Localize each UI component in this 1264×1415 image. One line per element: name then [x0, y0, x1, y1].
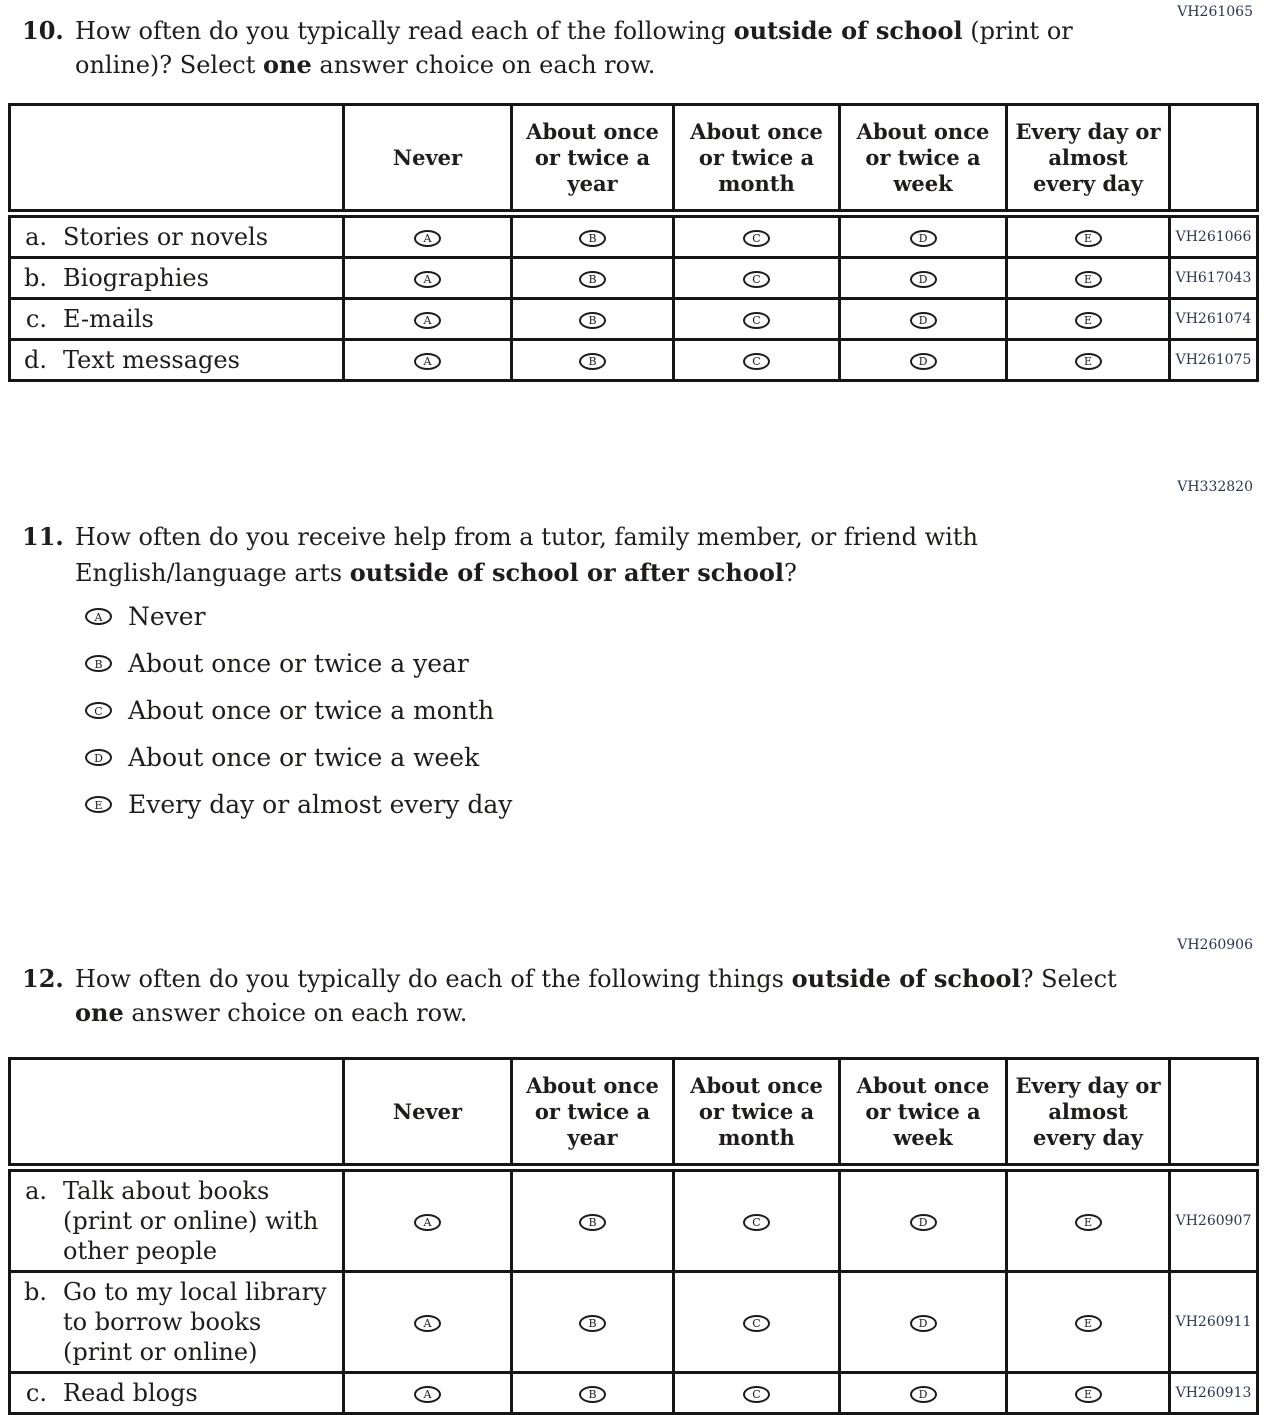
answer-bubble-e[interactable]: E: [1075, 312, 1102, 329]
row-letter: d.: [24, 346, 47, 374]
row-letter: a.: [25, 1177, 47, 1205]
answer-bubble-b[interactable]: B: [579, 1315, 606, 1332]
answer-bubble-d[interactable]: D: [910, 1315, 937, 1332]
q11-option-year[interactable]: [85, 651, 512, 676]
answer-bubble-d[interactable]: D: [910, 1386, 937, 1403]
q10-row-text-messages: [10, 340, 1258, 381]
question-10: [22, 14, 1120, 82]
answer-bubble-b[interactable]: B: [579, 353, 606, 370]
answer-bubble-b[interactable]: B: [579, 230, 606, 247]
row-item-code: VH261074: [1170, 299, 1258, 340]
q10-item-code: VH261065: [1177, 4, 1253, 20]
q10-text-part: How often do you typically read each of the following: [75, 17, 734, 45]
row-item-code: VH261066: [1170, 214, 1258, 258]
option-label: About once or twice a month: [128, 696, 495, 725]
row-label: Talk about books (print or online) with other people: [63, 1177, 319, 1265]
q11-option-week[interactable]: [85, 745, 512, 770]
q12-corner-cell: [10, 1059, 344, 1168]
q10-header-row: [10, 105, 1258, 214]
row-item-code: VH260907: [1170, 1168, 1258, 1272]
q11-option-never[interactable]: [85, 604, 512, 629]
q12-header-everyday: Every day or almost every day: [1007, 1059, 1170, 1168]
q12-row-talk-about-books: [10, 1168, 1258, 1272]
q11-answer-choices: [85, 604, 512, 839]
q12-text-part: answer choice on each row.: [123, 999, 468, 1027]
row-label: Read blogs: [63, 1379, 198, 1407]
question-12-number: 12.: [22, 964, 64, 993]
answer-bubble-e[interactable]: E: [1075, 1315, 1102, 1332]
row-label: Text messages: [63, 346, 240, 374]
q12-row-read-blogs: [10, 1373, 1258, 1414]
q12-header-year: About once or twice a year: [512, 1059, 674, 1168]
question-11: [22, 520, 1042, 591]
q10-bold-part: outside of school: [733, 16, 963, 45]
q12-row-local-library: [10, 1272, 1258, 1373]
answer-bubble-d[interactable]: D: [85, 749, 112, 766]
answer-bubble-e[interactable]: E: [1075, 271, 1102, 288]
answer-bubble-b[interactable]: B: [85, 655, 112, 672]
answer-bubble-d[interactable]: D: [910, 353, 937, 370]
answer-bubble-a[interactable]: A: [414, 353, 441, 370]
row-item-code: VH617043: [1170, 258, 1258, 299]
q12-bold-part: outside of school: [791, 964, 1021, 993]
row-letter: a.: [25, 223, 47, 251]
answer-bubble-c[interactable]: C: [743, 271, 770, 288]
q11-option-everyday[interactable]: [85, 792, 512, 817]
q12-header-never: Never: [344, 1059, 512, 1168]
row-letter: b.: [24, 264, 47, 292]
answer-bubble-b[interactable]: B: [579, 1214, 606, 1231]
answer-bubble-e[interactable]: E: [1075, 230, 1102, 247]
row-letter: c.: [25, 305, 47, 333]
q10-response-grid: [8, 103, 1259, 382]
question-10-number: 10.: [22, 16, 64, 45]
answer-bubble-d[interactable]: D: [910, 312, 937, 329]
row-letter: c.: [25, 1379, 47, 1407]
answer-bubble-b[interactable]: B: [579, 312, 606, 329]
q10-text-part: (print or online)? Select: [75, 17, 1073, 79]
option-label: Never: [128, 602, 206, 631]
q11-text-part: ?: [783, 559, 797, 587]
q10-header-everyday: Every day or almost every day: [1007, 105, 1170, 214]
q12-header-code-column: [1170, 1059, 1258, 1168]
answer-bubble-e[interactable]: E: [85, 796, 112, 813]
question-11-number: 11.: [22, 522, 64, 551]
q10-header-year: About once or twice a year: [512, 105, 674, 214]
answer-bubble-c[interactable]: C: [85, 702, 112, 719]
q10-row-emails: [10, 299, 1258, 340]
q12-item-code: VH260906: [1177, 937, 1253, 953]
answer-bubble-d[interactable]: D: [910, 271, 937, 288]
q10-row-stories: [10, 214, 1258, 258]
answer-bubble-a[interactable]: A: [414, 1214, 441, 1231]
q12-bold-part: one: [75, 998, 124, 1027]
row-label: Go to my local library to borrow books (print or online): [63, 1278, 327, 1366]
answer-bubble-c[interactable]: C: [743, 1214, 770, 1231]
answer-bubble-b[interactable]: B: [579, 271, 606, 288]
q11-item-code: VH332820: [1177, 479, 1253, 495]
option-label: Every day or almost every day: [128, 790, 513, 819]
answer-bubble-e[interactable]: E: [1075, 353, 1102, 370]
option-label: About once or twice a week: [128, 743, 480, 772]
row-label: Stories or novels: [63, 223, 269, 251]
answer-bubble-c[interactable]: C: [743, 312, 770, 329]
q11-option-month[interactable]: [85, 698, 512, 723]
q12-header-month: About once or twice a month: [674, 1059, 840, 1168]
row-item-code: VH260911: [1170, 1272, 1258, 1373]
answer-bubble-c[interactable]: C: [743, 230, 770, 247]
answer-bubble-d[interactable]: D: [910, 1214, 937, 1231]
question-12-text: [75, 962, 1155, 1030]
answer-bubble-c[interactable]: C: [743, 1386, 770, 1403]
answer-bubble-c[interactable]: C: [743, 1315, 770, 1332]
q12-text-part: How often do you typically do each of the following things: [75, 965, 792, 993]
row-label: Biographies: [63, 264, 209, 292]
answer-bubble-a[interactable]: A: [414, 1386, 441, 1403]
row-item-code: VH261075: [1170, 340, 1258, 381]
q10-header-never: Never: [344, 105, 512, 214]
q12-header-row: [10, 1059, 1258, 1168]
answer-bubble-a[interactable]: A: [85, 608, 112, 625]
answer-bubble-a[interactable]: A: [414, 271, 441, 288]
q10-row-biographies: [10, 258, 1258, 299]
q12-text-part: ? Select: [1020, 965, 1117, 993]
answer-bubble-e[interactable]: E: [1075, 1386, 1102, 1403]
question-11-text: [75, 520, 1035, 591]
question-10-text: [75, 14, 1120, 82]
answer-bubble-a[interactable]: A: [414, 312, 441, 329]
q11-bold-part: outside of school or after school: [349, 558, 784, 587]
answer-bubble-c[interactable]: C: [743, 353, 770, 370]
answer-bubble-d[interactable]: D: [910, 230, 937, 247]
question-12: [22, 962, 1162, 1030]
answer-bubble-b[interactable]: B: [579, 1386, 606, 1403]
q10-header-month: About once or twice a month: [674, 105, 840, 214]
answer-bubble-a[interactable]: A: [414, 230, 441, 247]
row-label: E-mails: [63, 305, 154, 333]
q10-header-code-column: [1170, 105, 1258, 214]
q11-text-part: How often do you receive help from a tutor, family member, or friend with English/language arts: [75, 523, 978, 587]
row-letter: b.: [24, 1278, 47, 1306]
answer-bubble-a[interactable]: A: [414, 1315, 441, 1332]
answer-bubble-e[interactable]: E: [1075, 1214, 1102, 1231]
row-item-code: VH260913: [1170, 1373, 1258, 1414]
option-label: About once or twice a year: [128, 649, 469, 678]
q10-bold-part: one: [263, 50, 312, 79]
q12-response-grid: [8, 1057, 1259, 1415]
q10-header-week: About once or twice a week: [840, 105, 1007, 214]
q10-text-part: answer choice on each row.: [311, 51, 656, 79]
q10-corner-cell: [10, 105, 344, 214]
q12-header-week: About once or twice a week: [840, 1059, 1007, 1168]
